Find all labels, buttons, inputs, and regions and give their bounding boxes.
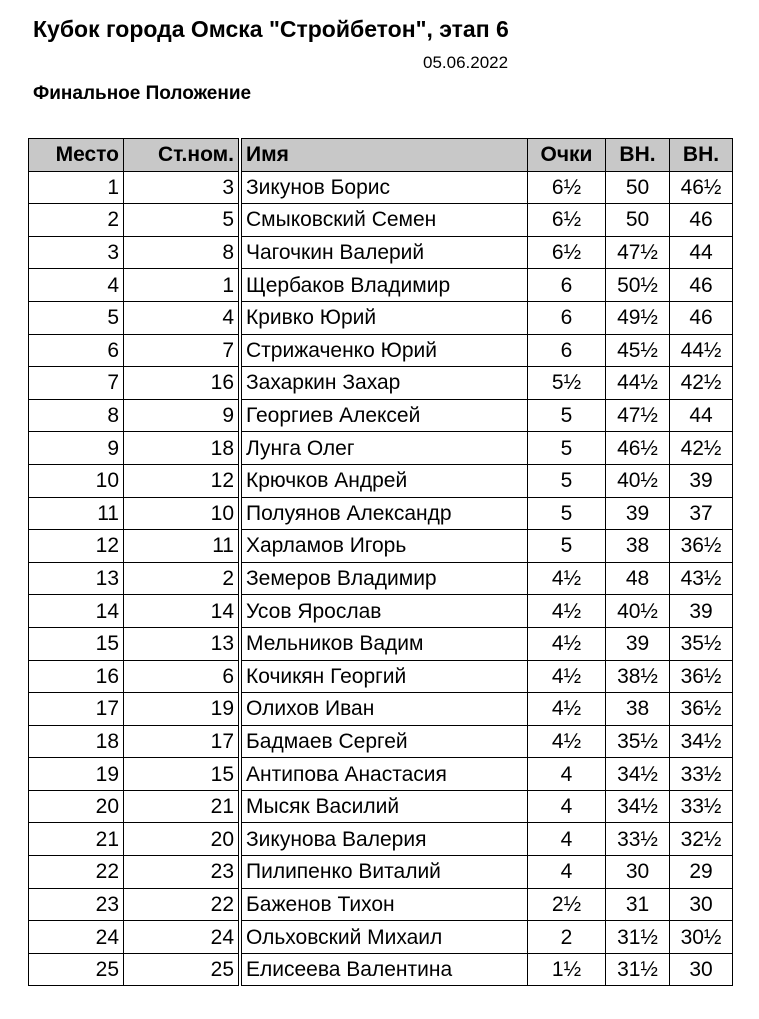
cell-tiebreak-2: 44 — [670, 236, 733, 269]
cell-tiebreak-2: 39 — [670, 464, 733, 497]
table-row — [29, 856, 733, 889]
cell-tiebreak-2: 34½ — [670, 725, 733, 758]
cell-seed: 4 — [124, 301, 241, 334]
cell-place: 6 — [29, 334, 124, 367]
cell-name: Антипова Анастасия — [240, 758, 528, 791]
cell-name: Ольховский Михаил — [240, 921, 528, 954]
table-row — [29, 334, 733, 367]
table-row — [29, 432, 733, 465]
table-row — [29, 595, 733, 628]
cell-points: 4½ — [528, 595, 606, 628]
cell-tiebreak-1: 49½ — [606, 301, 670, 334]
cell-place: 5 — [29, 301, 124, 334]
cell-name: Чагочкин Валерий — [240, 236, 528, 269]
cell-name: Зикунова Валерия — [240, 823, 528, 856]
cell-name: Елисеева Валентина — [240, 953, 528, 986]
cell-points: 4½ — [528, 660, 606, 693]
cell-place: 24 — [29, 921, 124, 954]
cell-name: Харламов Игорь — [240, 530, 528, 563]
cell-points: 6½ — [528, 236, 606, 269]
cell-name: Баженов Тихон — [240, 888, 528, 921]
cell-seed: 5 — [124, 204, 241, 237]
cell-tiebreak-1: 30 — [606, 856, 670, 889]
cell-tiebreak-2: 46½ — [670, 171, 733, 204]
cell-name: Зикунов Борис — [240, 171, 528, 204]
cell-seed: 17 — [124, 725, 241, 758]
cell-tiebreak-1: 40½ — [606, 595, 670, 628]
cell-seed: 23 — [124, 856, 241, 889]
cell-name: Лунга Олег — [240, 432, 528, 465]
cell-seed: 7 — [124, 334, 241, 367]
cell-seed: 22 — [124, 888, 241, 921]
cell-tiebreak-1: 50 — [606, 204, 670, 237]
table-body — [29, 171, 733, 986]
cell-seed: 1 — [124, 269, 241, 302]
cell-seed: 11 — [124, 530, 241, 563]
cell-tiebreak-1: 33½ — [606, 823, 670, 856]
cell-points: 4½ — [528, 693, 606, 726]
standings-table — [28, 138, 733, 986]
cell-seed: 21 — [124, 790, 241, 823]
table-row — [29, 301, 733, 334]
cell-tiebreak-2: 30 — [670, 888, 733, 921]
cell-seed: 24 — [124, 921, 241, 954]
cell-tiebreak-1: 31 — [606, 888, 670, 921]
cell-place: 1 — [29, 171, 124, 204]
cell-name: Кочикян Георгий — [240, 660, 528, 693]
cell-tiebreak-2: 30 — [670, 953, 733, 986]
table-row — [29, 562, 733, 595]
cell-seed: 25 — [124, 953, 241, 986]
table-row — [29, 464, 733, 497]
table-row — [29, 497, 733, 530]
cell-tiebreak-2: 44 — [670, 399, 733, 432]
cell-points: 5½ — [528, 367, 606, 400]
cell-tiebreak-1: 50 — [606, 171, 670, 204]
cell-tiebreak-1: 34½ — [606, 758, 670, 791]
cell-place: 9 — [29, 432, 124, 465]
cell-place: 21 — [29, 823, 124, 856]
cell-place: 19 — [29, 758, 124, 791]
cell-place: 3 — [29, 236, 124, 269]
cell-name: Смыковский Семен — [240, 204, 528, 237]
cell-tiebreak-1: 48 — [606, 562, 670, 595]
cell-seed: 18 — [124, 432, 241, 465]
cell-name: Мысяк Василий — [240, 790, 528, 823]
cell-name: Полуянов Александр — [240, 497, 528, 530]
cell-seed: 6 — [124, 660, 241, 693]
cell-tiebreak-1: 38½ — [606, 660, 670, 693]
cell-tiebreak-2: 32½ — [670, 823, 733, 856]
cell-place: 20 — [29, 790, 124, 823]
table-row — [29, 204, 733, 237]
cell-tiebreak-2: 33½ — [670, 790, 733, 823]
cell-tiebreak-1: 39 — [606, 627, 670, 660]
cell-seed: 15 — [124, 758, 241, 791]
page-subtitle: Финальное Положение — [33, 83, 252, 104]
table-row — [29, 399, 733, 432]
cell-place: 23 — [29, 888, 124, 921]
cell-tiebreak-2: 46 — [670, 301, 733, 334]
cell-place: 8 — [29, 399, 124, 432]
cell-points: 4 — [528, 856, 606, 889]
cell-place: 18 — [29, 725, 124, 758]
cell-points: 6 — [528, 301, 606, 334]
column-header-place: Место — [29, 139, 124, 172]
cell-tiebreak-2: 30½ — [670, 921, 733, 954]
cell-tiebreak-2: 33½ — [670, 758, 733, 791]
cell-tiebreak-2: 35½ — [670, 627, 733, 660]
cell-place: 25 — [29, 953, 124, 986]
cell-name: Мельников Вадим — [240, 627, 528, 660]
cell-tiebreak-1: 38 — [606, 530, 670, 563]
cell-tiebreak-2: 39 — [670, 595, 733, 628]
cell-tiebreak-2: 37 — [670, 497, 733, 530]
column-header-points: Очки — [528, 139, 606, 172]
cell-name: Захаркин Захар — [240, 367, 528, 400]
table-row — [29, 660, 733, 693]
cell-points: 6½ — [528, 171, 606, 204]
cell-name: Георгиев Алексей — [240, 399, 528, 432]
cell-place: 22 — [29, 856, 124, 889]
cell-place: 17 — [29, 693, 124, 726]
cell-seed: 14 — [124, 595, 241, 628]
cell-name: Земеров Владимир — [240, 562, 528, 595]
cell-name: Щербаков Владимир — [240, 269, 528, 302]
cell-place: 11 — [29, 497, 124, 530]
cell-name: Кривко Юрий — [240, 301, 528, 334]
table-row — [29, 269, 733, 302]
cell-name: Усов Ярослав — [240, 595, 528, 628]
cell-points: 1½ — [528, 953, 606, 986]
cell-seed: 13 — [124, 627, 241, 660]
table-row — [29, 171, 733, 204]
cell-tiebreak-1: 35½ — [606, 725, 670, 758]
cell-seed: 19 — [124, 693, 241, 726]
cell-points: 2½ — [528, 888, 606, 921]
cell-points: 5 — [528, 530, 606, 563]
table-row — [29, 627, 733, 660]
cell-tiebreak-2: 44½ — [670, 334, 733, 367]
cell-points: 6 — [528, 334, 606, 367]
table-row — [29, 758, 733, 791]
cell-place: 12 — [29, 530, 124, 563]
table-row — [29, 693, 733, 726]
cell-name: Олихов Иван — [240, 693, 528, 726]
cell-place: 10 — [29, 464, 124, 497]
cell-seed: 2 — [124, 562, 241, 595]
table-row — [29, 921, 733, 954]
cell-tiebreak-1: 39 — [606, 497, 670, 530]
table-row — [29, 530, 733, 563]
cell-seed: 16 — [124, 367, 241, 400]
cell-tiebreak-1: 46½ — [606, 432, 670, 465]
column-header-tiebreak-1: ВН. — [606, 139, 670, 172]
cell-seed: 3 — [124, 171, 241, 204]
page-title: Кубок города Омска "Стройбетон", этап 6 — [33, 16, 509, 42]
cell-place: 16 — [29, 660, 124, 693]
table-row — [29, 725, 733, 758]
cell-points: 4 — [528, 790, 606, 823]
table-row — [29, 367, 733, 400]
cell-tiebreak-1: 47½ — [606, 399, 670, 432]
cell-seed: 9 — [124, 399, 241, 432]
cell-tiebreak-2: 36½ — [670, 530, 733, 563]
cell-tiebreak-1: 31½ — [606, 953, 670, 986]
cell-points: 4½ — [528, 627, 606, 660]
column-header-tiebreak-2: ВН. — [670, 139, 733, 172]
table-row — [29, 888, 733, 921]
cell-name: Бадмаев Сергей — [240, 725, 528, 758]
cell-place: 2 — [29, 204, 124, 237]
cell-tiebreak-1: 34½ — [606, 790, 670, 823]
cell-place: 4 — [29, 269, 124, 302]
cell-points: 4 — [528, 758, 606, 791]
cell-tiebreak-2: 29 — [670, 856, 733, 889]
cell-tiebreak-1: 45½ — [606, 334, 670, 367]
table-row — [29, 823, 733, 856]
cell-place: 15 — [29, 627, 124, 660]
cell-points: 6½ — [528, 204, 606, 237]
cell-tiebreak-2: 42½ — [670, 432, 733, 465]
cell-place: 14 — [29, 595, 124, 628]
cell-points: 6 — [528, 269, 606, 302]
cell-tiebreak-1: 44½ — [606, 367, 670, 400]
cell-name: Стрижаченко Юрий — [240, 334, 528, 367]
cell-tiebreak-2: 36½ — [670, 693, 733, 726]
cell-name: Крючков Андрей — [240, 464, 528, 497]
table-row — [29, 236, 733, 269]
cell-points: 4 — [528, 823, 606, 856]
cell-seed: 12 — [124, 464, 241, 497]
table-row — [29, 790, 733, 823]
cell-tiebreak-2: 43½ — [670, 562, 733, 595]
cell-tiebreak-2: 42½ — [670, 367, 733, 400]
table-row — [29, 953, 733, 986]
cell-tiebreak-2: 46 — [670, 204, 733, 237]
cell-points: 5 — [528, 497, 606, 530]
column-header-seed: Ст.ном. — [124, 139, 241, 172]
cell-tiebreak-2: 46 — [670, 269, 733, 302]
cell-name: Пилипенко Виталий — [240, 856, 528, 889]
cell-tiebreak-1: 50½ — [606, 269, 670, 302]
cell-points: 5 — [528, 399, 606, 432]
cell-points: 5 — [528, 464, 606, 497]
cell-points: 4½ — [528, 725, 606, 758]
cell-place: 13 — [29, 562, 124, 595]
cell-seed: 20 — [124, 823, 241, 856]
cell-tiebreak-2: 36½ — [670, 660, 733, 693]
column-header-name: Имя — [240, 139, 528, 172]
cell-points: 4½ — [528, 562, 606, 595]
cell-seed: 8 — [124, 236, 241, 269]
cell-tiebreak-1: 31½ — [606, 921, 670, 954]
cell-points: 5 — [528, 432, 606, 465]
event-date: 05.06.2022 — [423, 53, 509, 72]
cell-tiebreak-1: 40½ — [606, 464, 670, 497]
table-header-row — [29, 139, 733, 172]
cell-tiebreak-1: 47½ — [606, 236, 670, 269]
cell-seed: 10 — [124, 497, 241, 530]
cell-tiebreak-1: 38 — [606, 693, 670, 726]
cell-place: 7 — [29, 367, 124, 400]
cell-points: 2 — [528, 921, 606, 954]
